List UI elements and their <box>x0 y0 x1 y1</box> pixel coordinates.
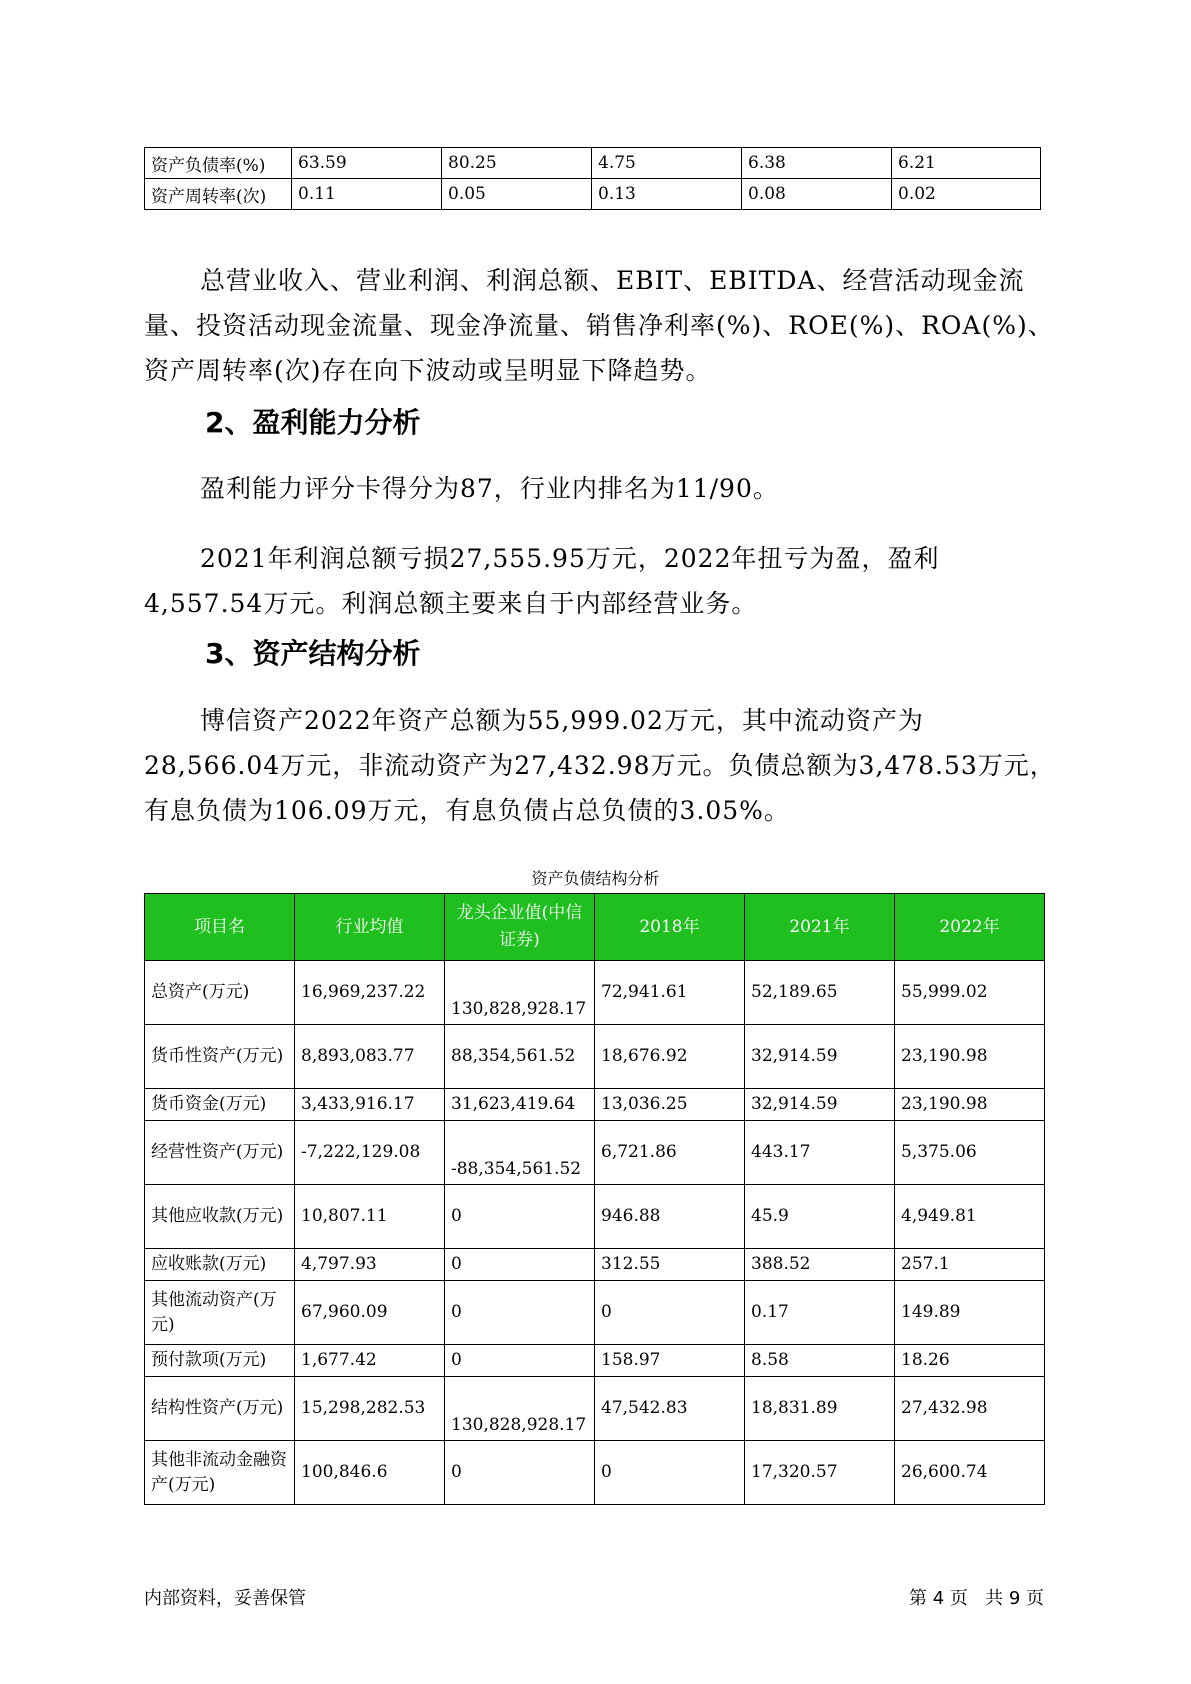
table-cell: 1,677.42 <box>295 1345 445 1377</box>
table-cell: 5,375.06 <box>895 1121 1045 1185</box>
table-cell: 26,600.74 <box>895 1441 1045 1505</box>
table-cell: 23,190.98 <box>895 1089 1045 1121</box>
table-cell: 0.02 <box>892 179 1041 210</box>
table-cell: 4,949.81 <box>895 1185 1045 1249</box>
table-cell: 388.52 <box>745 1249 895 1281</box>
table-cell: 52,189.65 <box>745 961 895 1025</box>
table-cell: 88,354,561.52 <box>445 1025 595 1089</box>
table-cell: 149.89 <box>895 1281 1045 1345</box>
table-cell: 32,914.59 <box>745 1025 895 1089</box>
table-cell: 80.25 <box>442 148 592 179</box>
table-cell: 67,960.09 <box>295 1281 445 1345</box>
decline-trend-paragraph: 总营业收入、营业利润、利润总额、EBIT、EBITDA、经营活动现金流量、投资活动现金流量、现金净流量、销售净利率(%)、ROE(%)、ROA(%)、资产周转率(次)存在向下波动或呈明显下降趋势。 <box>144 266 1054 385</box>
table-row <box>145 1025 1045 1089</box>
section-heading-profitability: 2、盈利能力分析 <box>205 406 421 439</box>
table-row <box>145 179 1041 210</box>
table-cell: 0 <box>445 1185 595 1249</box>
table-cell: 8,893,083.77 <box>295 1025 445 1089</box>
table-cell: 6.38 <box>742 148 892 179</box>
row-label: 其他流动资产(万元) <box>145 1281 295 1345</box>
table-cell: 31,623,419.64 <box>445 1089 595 1121</box>
table-cell: 0 <box>445 1281 595 1345</box>
table-cell: 130,828,928.17 <box>445 961 595 1025</box>
table-cell: 18.26 <box>895 1345 1045 1377</box>
table-cell: 0 <box>445 1249 595 1281</box>
profit-score-paragraph: 盈利能力评分卡得分为87，行业内排名为11/90。 <box>200 474 779 503</box>
table-row <box>145 1281 1045 1345</box>
table-cell: 47,542.83 <box>595 1377 745 1441</box>
footer-page-number: 第 4 页 共 9 页 <box>909 1588 1044 1609</box>
table-cell: 8.58 <box>745 1345 895 1377</box>
table-cell: 0 <box>595 1281 745 1345</box>
table-cell: 130,828,928.17 <box>445 1377 595 1441</box>
profit-total-paragraph: 2021年利润总额亏损27,555.95万元，2022年扭亏为盈，盈利4,557.54万元。利润总额主要来自于内部经营业务。 <box>144 544 940 618</box>
table-row <box>145 1377 1045 1441</box>
header-item-name: 项目名 <box>145 894 295 961</box>
table-cell: 6,721.86 <box>595 1121 745 1185</box>
row-label: 资产负债率(%) <box>145 148 292 179</box>
table-cell: 3,433,916.17 <box>295 1089 445 1121</box>
table-cell: 10,807.11 <box>295 1185 445 1249</box>
row-label: 结构性资产(万元) <box>145 1377 295 1441</box>
table-cell: 55,999.02 <box>895 961 1045 1025</box>
table-cell: 0.13 <box>592 179 742 210</box>
row-label: 应收账款(万元) <box>145 1249 295 1281</box>
footer-confidential-note: 内部资料，妥善保管 <box>144 1588 306 1609</box>
table-cell: 158.97 <box>595 1345 745 1377</box>
table-cell: 6.21 <box>892 148 1041 179</box>
table-cell: -7,222,129.08 <box>295 1121 445 1185</box>
table-cell: 4.75 <box>592 148 742 179</box>
table-cell: 4,797.93 <box>295 1249 445 1281</box>
table-cell: 27,432.98 <box>895 1377 1045 1441</box>
table-cell: 0.08 <box>742 179 892 210</box>
row-label: 经营性资产(万元) <box>145 1121 295 1185</box>
table-cell: 312.55 <box>595 1249 745 1281</box>
table-cell: 946.88 <box>595 1185 745 1249</box>
row-label: 资产周转率(次) <box>145 179 292 210</box>
table-cell: 100,846.6 <box>295 1441 445 1505</box>
section-heading-asset-structure: 3、资产结构分析 <box>205 637 421 670</box>
table-row <box>145 1089 1045 1121</box>
table-row <box>145 1185 1045 1249</box>
row-label: 货币资金(万元) <box>145 1089 295 1121</box>
table-header-row <box>145 894 1045 961</box>
table-cell: 0.17 <box>745 1281 895 1345</box>
row-label: 货币性资产(万元) <box>145 1025 295 1089</box>
table-cell: 13,036.25 <box>595 1089 745 1121</box>
header-2021: 2021年 <box>745 894 895 961</box>
row-label: 总资产(万元) <box>145 961 295 1025</box>
table-cell: 17,320.57 <box>745 1441 895 1505</box>
header-2018: 2018年 <box>595 894 745 961</box>
table-row <box>145 1441 1045 1505</box>
row-label: 预付款项(万元) <box>145 1345 295 1377</box>
table-cell: 18,676.92 <box>595 1025 745 1089</box>
table-cell: 72,941.61 <box>595 961 745 1025</box>
row-label: 其他应收款(万元) <box>145 1185 295 1249</box>
header-2022: 2022年 <box>895 894 1045 961</box>
table-cell: 0.05 <box>442 179 592 210</box>
row-label: 其他非流动金融资产(万元) <box>145 1441 295 1505</box>
table-cell: 32,914.59 <box>745 1089 895 1121</box>
balance-structure-table <box>144 893 1045 1505</box>
table-cell: -88,354,561.52 <box>445 1121 595 1185</box>
table-row <box>145 961 1045 1025</box>
table-cell: 0.11 <box>292 179 442 210</box>
header-leader-value: 龙头企业值(中信证券) <box>445 894 595 961</box>
table-cell: 23,190.98 <box>895 1025 1045 1089</box>
table-cell: 443.17 <box>745 1121 895 1185</box>
table-row <box>145 148 1041 179</box>
table-cell: 0 <box>595 1441 745 1505</box>
table-row <box>145 1345 1045 1377</box>
table-cell: 0 <box>445 1345 595 1377</box>
table-cell: 0 <box>445 1441 595 1505</box>
asset-structure-paragraph: 博信资产2022年资产总额为55,999.02万元，其中流动资产为28,566.04万元，非流动资产为27,432.98万元。负债总额为3,478.53万元，有息负债为106.09万元，有息负债占总负债的3.05%。 <box>144 706 1056 825</box>
table-caption: 资产负债结构分析 <box>531 869 660 888</box>
table-cell: 257.1 <box>895 1249 1045 1281</box>
table-cell: 16,969,237.22 <box>295 961 445 1025</box>
table-cell: 45.9 <box>745 1185 895 1249</box>
table-cell: 15,298,282.53 <box>295 1377 445 1441</box>
table-cell: 63.59 <box>292 148 442 179</box>
table-cell: 18,831.89 <box>745 1377 895 1441</box>
table-row <box>145 1249 1045 1281</box>
table-row <box>145 1121 1045 1185</box>
header-industry-avg: 行业均值 <box>295 894 445 961</box>
ratio-table <box>144 147 1041 210</box>
